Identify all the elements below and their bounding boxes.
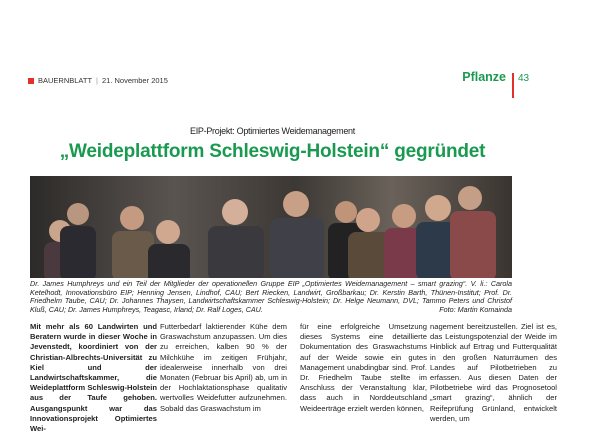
publication-name: BAUERNBLATT bbox=[38, 76, 93, 85]
lead-paragraph: Mit mehr als 60 Landwirten und Beratern wurde in dieser Woche in Jevenstedt, koordiniert von der Christian-Albrechts-Universität zu Kiel und der Landwirtschaftskammer, die Weideplattform Schleswig-Holstein aus der Taufe gehoben. Ausgangspunkt war das Innovationsprojekt Optimiertes Wei- bbox=[30, 322, 157, 434]
divider bbox=[512, 73, 514, 98]
kicker: EIP-Projekt: Optimiertes Weidemanagement bbox=[190, 126, 355, 136]
body-column-4: nagement bereitzustellen. Ziel ist es, das Leistungspotenzial der Weide im Hinblick auf Ertrag und Futterqualität in den großen Naturräumen des Landes auf Pilotbetrieben zu erfassen. Aus diesen Daten der Pilotbetriebe wird das Prognosetool „smart grazing“, ähnlich der Reifeprüfung Grünland, entwickelt werden, um bbox=[430, 322, 557, 423]
body-column-3: für eine erfolgreiche Umsetzung dieses Systems eine detaillierte Dokumentation des Graswachstums auf der Weide sowie ein gutes Management unabdingbar sind. Prof. Dr. Friedhelm Taube stellte im Anschluss der Veranstaltung klar, dass auch in Norddeutschland Weideerträge erzielt werden können, bbox=[300, 322, 427, 413]
photo-credit: Foto: Martin Komainda bbox=[439, 304, 512, 314]
people-silhouettes bbox=[30, 176, 512, 278]
running-header bbox=[28, 76, 168, 85]
caption-text: Dr. James Humphreys und ein Teil der Mitglieder der operationellen Gruppe EIP „Optimiertes Weidemanagement – smart grazing“. V. li.: Carola Ketelhodt, Innovationsbüro EIP; Henning Jensen, Lindhof, CAU; Bert Riecken, Landwirt, Großbarkau; Dr. Kerstin Barth, Thünen-Institut; Prof. Dr. Friedhelm Taube, CAU; Dr. Johannes Thaysen, Landwirtschaftskammer Schleswig-Holstein; Dr. Helge Neumann, DVL; Tammo Peters und Christof Kluß, CAU; Dr. James Humphreys, Teagasc, Irland; Dr. Ralf Loges, CAU. bbox=[30, 279, 512, 314]
section-label: Pflanze bbox=[462, 70, 506, 84]
body-column-2: Futterbedarf laktierender Kühe dem Graswachstum anzupassen. Um dies zu erreichen, kalben 90 % der Milchkühe im zeitigen Frühjahr, idealerweise innerhalb von drei Monaten (Februar bis April) ab, um in der Hochlaktationsphase qualitativ wertvolles Weidefutter aufzunehmen. Sobald das Graswachstum im bbox=[160, 322, 287, 413]
separator: | bbox=[96, 76, 98, 85]
page-number: 43 bbox=[518, 73, 530, 84]
photo-caption bbox=[30, 280, 512, 314]
red-square-icon bbox=[28, 78, 34, 84]
issue-date: 21. November 2015 bbox=[102, 76, 168, 85]
group-photo bbox=[30, 176, 512, 278]
headline: „Weideplattform Schleswig-Holstein“ gegründet bbox=[59, 141, 486, 162]
